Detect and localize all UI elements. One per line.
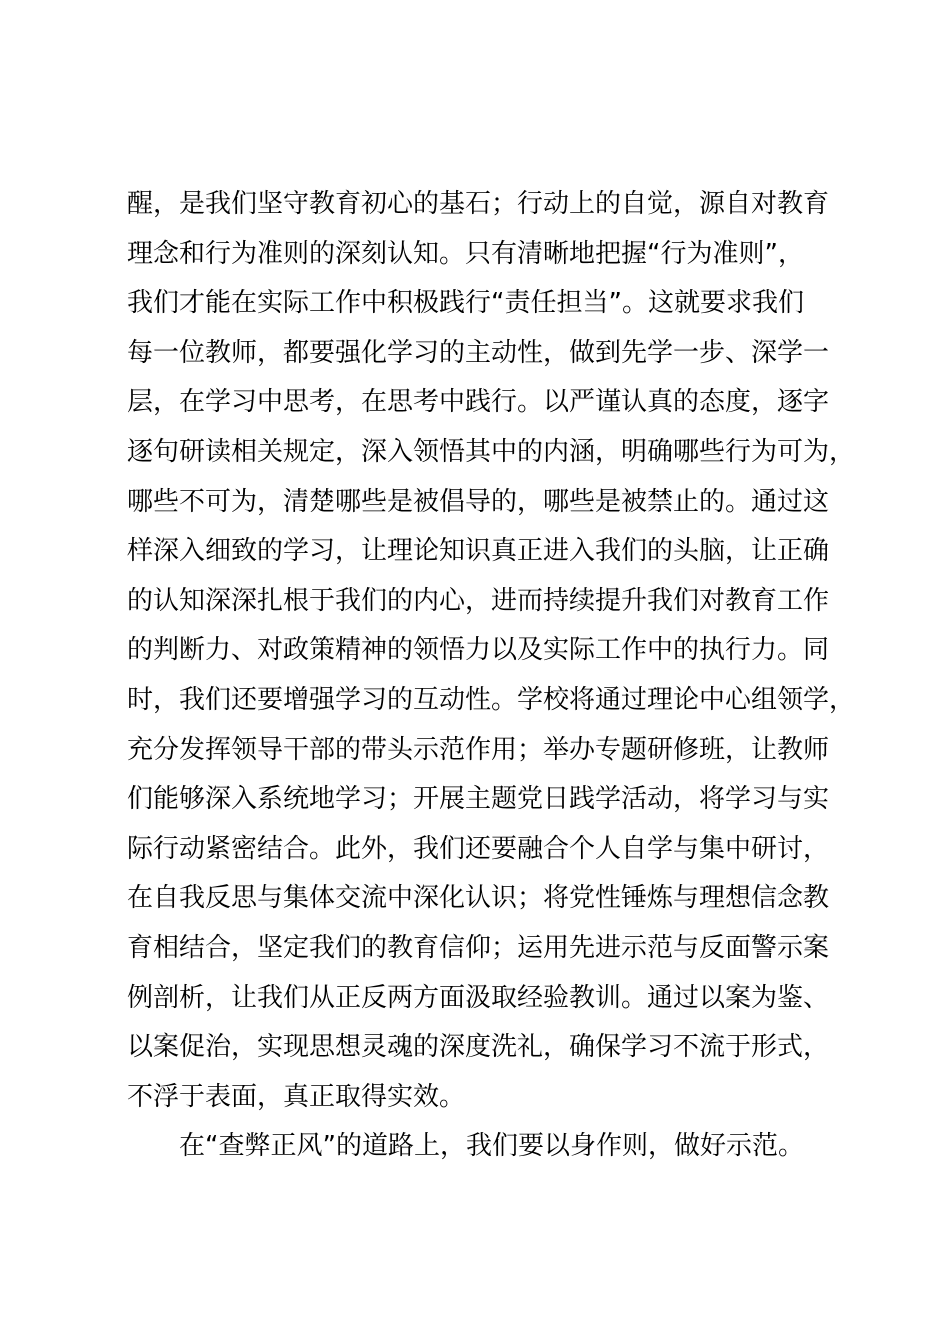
text-line: 不浮于表面，真正取得实效。 <box>127 1081 466 1112</box>
text-line: 在自我反思与集体交流中深化认识；将党性锤炼与理想信念教 <box>127 883 830 914</box>
text-line: 时，我们还要增强学习的互动性。学校将通过理论中心组领学， <box>127 684 856 715</box>
text-line: 样深入细致的学习，让理论知识真正进入我们的头脑，让正确 <box>127 536 830 567</box>
text-line: 以案促治，实现思想灵魂的深度洗礼，确保学习不流于形式， <box>127 1032 830 1063</box>
paragraph-start-line: 在“查弊正风”的道路上，我们要以身作则，做好示范。 <box>179 1131 804 1162</box>
text-line: 我们才能在实际工作中积极践行“责任担当”。这就要求我们 <box>127 288 804 319</box>
text-line: 们能够深入系统地学习；开展主题党日践学活动，将学习与实 <box>127 784 830 815</box>
text-line: 际行动紧密结合。此外，我们还要融合个人自学与集中研讨， <box>127 833 830 864</box>
text-line: 例剖析，让我们从正反两方面汲取经验教训。通过以案为鉴、 <box>127 982 830 1013</box>
body-text <box>127 180 867 1172</box>
text-line: 层，在学习中思考，在思考中践行。以严谨认真的态度，逐字 <box>127 387 830 418</box>
text-line: 哪些不可为，清楚哪些是被倡导的，哪些是被禁止的。通过这 <box>127 486 830 517</box>
text-line: 的判断力、对政策精神的领悟力以及实际工作中的执行力。同 <box>127 635 830 666</box>
text-line: 理念和行为准则的深刻认知。只有清晰地把握“行为准则”， <box>127 238 804 269</box>
text-line: 逐句研读相关规定，深入领悟其中的内涵，明确哪些行为可为， <box>127 436 856 467</box>
text-line: 的认知深深扎根于我们的内心，进而持续提升我们对教育工作 <box>127 585 830 616</box>
text-line: 每一位教师，都要强化学习的主动性，做到先学一步、深学一 <box>127 337 830 368</box>
text-line: 醒，是我们坚守教育初心的基石；行动上的自觉，源自对教育 <box>127 189 830 219</box>
text-line: 育相结合，坚定我们的教育信仰；运用先进示范与反面警示案 <box>127 932 830 963</box>
text-line: 充分发挥领导干部的带头示范作用；举办专题研修班，让教师 <box>127 734 830 765</box>
